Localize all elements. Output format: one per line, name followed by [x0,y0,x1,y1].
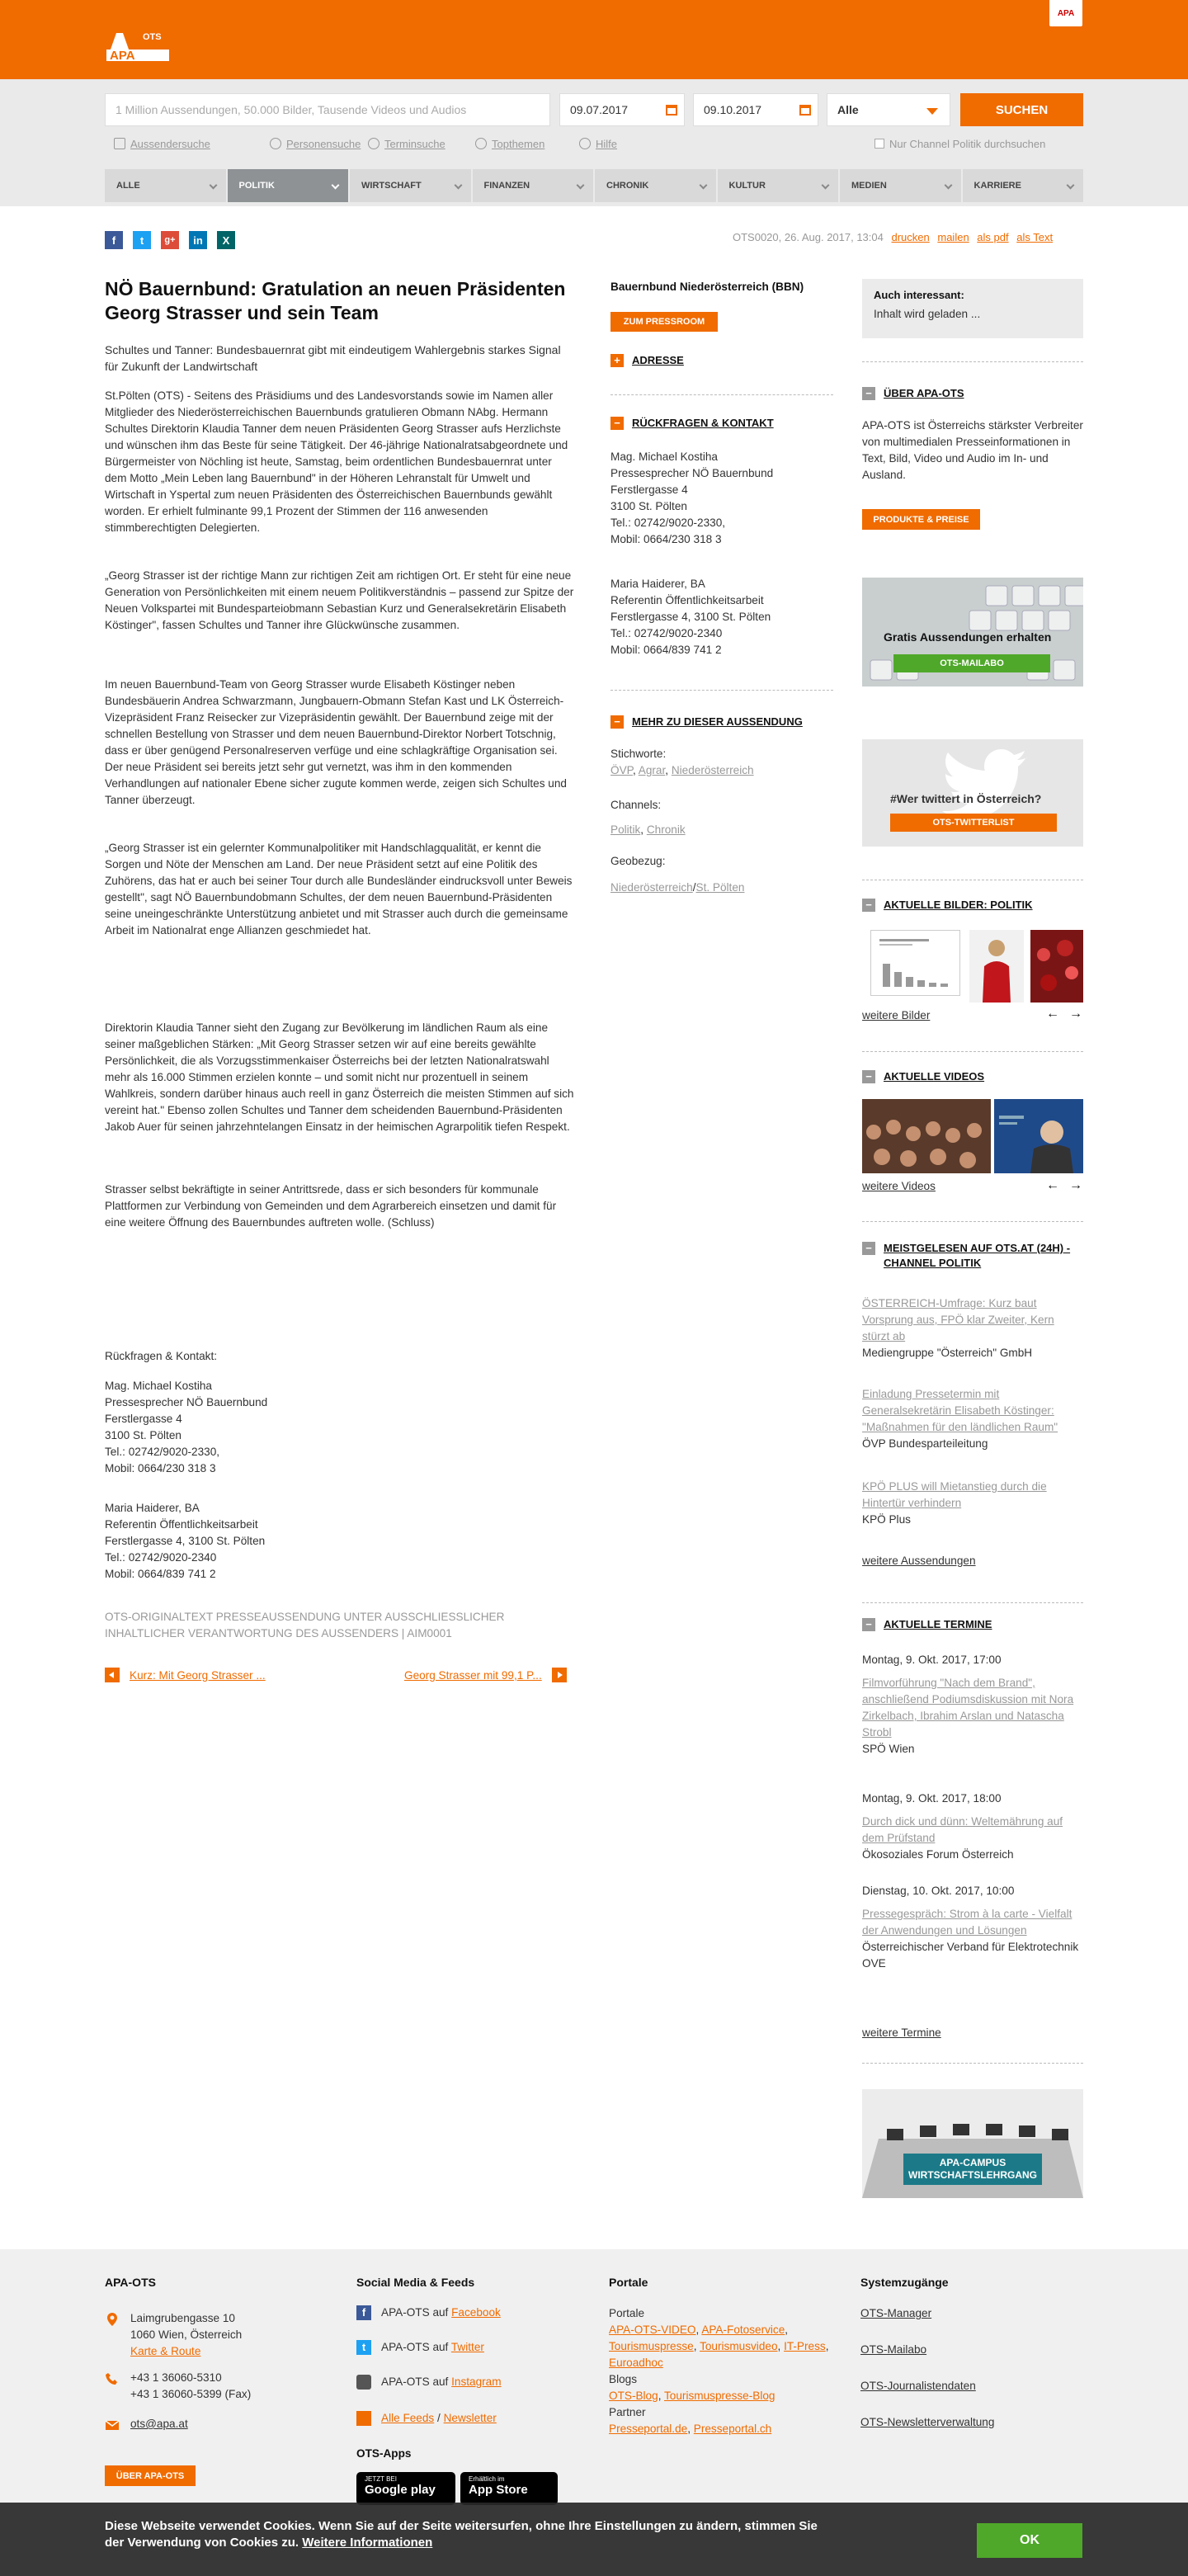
twitterlist-button[interactable]: OTS-TWITTERLIST [890,814,1057,832]
footer-social-twitter: APA-OTS auf Twitter [381,2341,484,2353]
minus-icon: − [610,715,624,729]
campus-promo[interactable] [862,2089,1083,2198]
chevron-down-icon [577,182,585,190]
footer-social-facebook: APA-OTS auf Facebook [381,2306,501,2319]
nav-kultur[interactable]: KULTUR [718,169,841,202]
event-search-link[interactable]: Terminsuche [368,138,446,150]
instagram-link[interactable]: Instagram [451,2375,502,2388]
image-thumb-person[interactable] [969,930,1024,1003]
footer-system-title: Systemzugänge [860,2276,949,2289]
geo-link[interactable]: Niederösterreich [610,881,693,894]
channel-filter-label: Nur Channel Politik durchsuchen [889,138,1046,150]
most-read-source: Mediengruppe "Österreich" GmbH [862,1347,1033,1359]
most-read-toggle[interactable]: − MEISTGELESEN AUF OTS.AT (24H) - CHANNEL POLITIK [862,1241,1083,1271]
contact-heading: Rückfragen & Kontakt: [105,1350,218,1362]
chevron-down-icon [699,182,707,190]
nav-politik[interactable]: POLITIK [228,169,351,202]
article-paragraph: „Georg Strasser ist ein gelernter Kommunalpolitiker mit Handschlagqualität, er kennt die Sorgen und Nöte der Menschen am Land. Der neue Präsident setzt auf eine Politik des Zuhörens, das hat er auch bei seiner Tour durch alle Bundesländer eindrucksvoll unter Beweis gestellt", sagt NÖ Bauernbundobmann Schultes, der dem neuen Bauernbund-Präsidenten seine uneingeschränkte Unterstützung anbietet und mit Strasser auch durch die gemeinsame Arbeit im Nationalrat enge Allianzen geschmiedet hat. [105,842,573,937]
app-store-badge[interactable]: Erhältlich im App Store [460,2472,558,2505]
event-item [862,1883,1083,1972]
event-source: Österreichischer Verband für Elektrotechnik OVE [862,1941,1079,1970]
facebook-link[interactable]: Facebook [451,2306,501,2319]
portal-link[interactable]: Euroadhoc [609,2357,663,2369]
event-date: Dienstag, 10. Okt. 2017, 10:00 [862,1885,1015,1897]
mailabo-text: Gratis Aussendungen erhalten [884,630,1052,644]
article-title: NÖ Bauernbund: Gratulation an neuen Präsidenten Georg Strasser und sein Team [105,278,566,323]
apa-ots-logo[interactable] [105,28,171,63]
event-link[interactable]: Pressegespräch: Strom à la carte - Vielfalt der Anwendungen und Lösungen [862,1908,1072,1937]
twitter-icon: t [356,2340,371,2355]
top-topics-link[interactable]: Topthemen [475,138,544,150]
minus-icon: − [862,1618,875,1631]
chevron-down-icon [454,182,462,190]
twitter-bird-icon [940,748,1031,822]
arrow-left-icon[interactable]: ← [1046,1178,1059,1192]
calendar-icon[interactable] [666,105,677,116]
twitter-link[interactable]: Twitter [450,2341,484,2353]
geo: Niederösterreich/St. Pölten [610,881,745,894]
category-select-value: Alle [837,103,859,116]
channel-link[interactable]: Politik [610,823,641,836]
products-button[interactable]: PRODUKTE & PREISE [862,509,980,530]
footer-feeds: Alle Feeds / Newsletter [381,2412,497,2424]
event-link[interactable]: Filmvorführung "Nach dem Brand", anschließend Podiumsdiskussion mit Nora Zirkelbach, Ibrahim Arslan und Natascha Strobl [862,1677,1074,1739]
keywords-label: Stichworte: [610,748,667,760]
mail-link[interactable]: mailen [937,231,969,243]
more-events-link[interactable]: weitere Termine [862,2026,941,2039]
footer-phones: +43 1 36060-5310 +43 1 36060-5399 (Fax) [130,2371,252,2400]
most-read-item [862,1295,1083,1361]
contact-block-2: Maria Haiderer, BA Referentin Öffentlichkeitsarbeit Ferstlergasse 4, 3100 St. Pölten Tel.: 02742/9020-2340 Mobil: 0664/839 741 2 [105,1502,266,1580]
contact-toggle[interactable]: − RÜCKFRAGEN & KONTAKT [610,416,774,431]
chevron-right-icon [552,1668,567,1682]
cookie-banner [0,2503,1188,2576]
partner-link[interactable]: Presseportal.de [609,2423,688,2435]
xing-icon[interactable]: X [217,231,235,249]
arrow-left-icon[interactable]: ← [1046,1007,1059,1021]
image-thumb-event[interactable] [1030,930,1083,1003]
arrow-right-icon[interactable]: → [1069,1007,1082,1021]
ots-originaltext-note: OTS-ORIGINALTEXT PRESSEAUSSENDUNG UNTER AUSSCHLIESSLICHER INHALTLICHER VERANTWORTUNG DES AUSSENDERS | AIM0001 [105,1611,505,1639]
about-toggle[interactable]: − ÜBER APA-OTS [862,386,964,401]
event-item [862,1652,1083,1757]
channels-label: Channels: [610,799,662,811]
crowd-photo [862,1099,991,1173]
footer-apps-title: OTS-Apps [356,2447,412,2460]
divider [862,1602,1083,1603]
more-images-link[interactable]: weitere Bilder [862,1009,931,1021]
nav-karriere[interactable]: KARRIERE [963,169,1084,202]
sender-contact-2: Maria Haiderer, BA Referentin Öffentlichkeitsarbeit Ferstlergasse 4, 3100 St. Pölten Tel.: 02742/9020-2340 Mobil: 0664/839 741 2 [610,578,771,656]
clock-icon [368,138,380,149]
checkbox[interactable] [874,139,884,149]
keyword-link[interactable]: Niederösterreich [671,764,754,776]
ots-journalists-link[interactable]: OTS-Journalistendaten [860,2380,976,2392]
mailabo-button[interactable]: OTS-MAILABO [893,654,1050,672]
nav-chronik[interactable]: CHRONIK [595,169,718,202]
chevron-down-icon [944,182,952,190]
keywords: ÖVP, Agrar, Niederösterreich [610,764,754,776]
minus-icon: − [610,417,624,430]
search-button[interactable]: SUCHEN [960,93,1083,126]
ots-newsletter-link[interactable]: OTS-Newsletterverwaltung [860,2416,995,2428]
divider [862,361,1083,362]
article-paragraph: Direktorin Klaudia Tanner sieht den Zugang zur Bevölkerung im ländlichen Raum als eine seiner maßgeblichen Stärken: „Mit Georg Strasser setzen wir auf eine bereits gewählte Persönlichkeit, die als Vorzugsstimmenkaiser Österreichs bei der letzten Nationalratswahl mehr als 16.000 Stimmen erzielen konnte – und somit nicht nur prozentuell in seinem Wahlkreis, sondern darüber hinaus auch reell in ganz Österreich die meisten Stimmen auf sich vereint hat." Ebenso zollen Schultes und Tanner dem scheidenden Bauernbund-Präsidenten Jakob Auer für seinen jahrzehntelangen Einsatz in der heimischen Agrarpolitik tiefen Respekt. [105,1021,574,1133]
phone-icon [105,2371,120,2386]
channel-filter-checkbox[interactable] [874,138,1045,150]
google-play-badge[interactable]: JETZT BEI Google play [356,2472,455,2505]
keyword-link[interactable]: Agrar [638,764,666,776]
release-id-date: OTS0020, 26. Aug. 2017, 13:04 [733,231,884,243]
pressroom-button[interactable]: ZUM PRESSROOM [610,312,718,332]
images-toggle[interactable]: − AKTUELLE BILDER: POLITIK [862,898,1033,913]
article-lead: Schultes und Tanner: Bundesbauernrat gibt mit eindeutigem Wahlergebnis starkes Signal für Zukunft der Landwirtschaft [105,343,561,373]
release-meta [733,231,1053,243]
arrow-right-icon[interactable]: → [1069,1178,1082,1192]
portal-link[interactable]: APA-OTS-VIDEO [609,2324,696,2336]
prev-release-link[interactable]: Kurz: Mit Georg Strasser ... [105,1668,266,1682]
event-item [862,1790,1083,1863]
sender-search-link[interactable]: Aussendersuche [114,138,210,150]
blog-link[interactable]: Tourismuspresse-Blog [664,2390,776,2402]
facebook-icon: f [356,2305,371,2320]
logo-text: APA [110,49,135,63]
event-date: Montag, 9. Okt. 2017, 18:00 [862,1792,1002,1805]
search-placeholder: 1 Million Aussendungen, 50.000 Bilder, Tausende Videos und Audios [116,103,467,116]
portal-link[interactable]: Tourismusvideo [700,2340,778,2352]
most-read-source: ÖVP Bundesparteileitung [862,1437,988,1450]
twitter-text: #Wer twittert in Österreich? [890,792,1042,805]
location-pin-icon [105,2312,120,2327]
geo-link[interactable]: St. Pölten [695,881,745,894]
person-icon [270,138,281,149]
chevron-down-icon [822,182,830,190]
more-videos-link[interactable]: weitere Videos [862,1180,936,1192]
also-interesting-title: Auch interessant: [874,289,964,301]
channels: Politik, Chronik [610,823,686,836]
most-read-item [862,1386,1083,1452]
email-link[interactable]: ots@apa.at [130,2418,188,2430]
date-from-value: 09.07.2017 [570,103,629,116]
chevron-down-icon [1067,182,1075,190]
portal-link[interactable]: APA-Fotoservice [701,2324,785,2336]
next-release-link[interactable]: Georg Strasser mit 99,1 P... [404,1668,567,1682]
minus-icon: − [862,387,875,400]
pdf-link[interactable]: als pdf [977,231,1009,243]
sender-icon [114,138,125,149]
nav-alle[interactable]: ALLE [105,169,228,202]
instagram-icon [356,2375,371,2390]
event-source: Ökosoziales Forum Österreich [862,1848,1014,1861]
mailabo-promo[interactable] [862,578,1083,686]
cookie-more-link[interactable]: Weitere Informationen [302,2536,433,2550]
divider [862,1221,1083,1222]
minus-icon: − [862,899,875,912]
top-bar [0,0,1188,79]
divider [862,1051,1083,1052]
more-toggle[interactable]: − MEHR ZU DIESER AUSSENDUNG [610,715,803,729]
most-read-link[interactable]: KPÖ PLUS will Mietanstieg durch die Hintertür verhindern [862,1480,1047,1509]
most-read-link[interactable]: ÖSTERREICH-Umfrage: Kurz baut Vorsprung aus, FPÖ klar Zweiter, Kern stürzt ab [862,1297,1054,1342]
contact-block-1: Mag. Michael Kostiha Pressesprecher NÖ Bauernbund Ferstlergasse 4 3100 St. Pölten Tel.: 02742/9020-2330, Mobil: 0664/230 318 3 [105,1380,268,1474]
also-interesting-box [862,279,1083,338]
loading-text: Inhalt wird geladen ... [874,308,981,320]
linkedin-icon[interactable]: in [189,231,207,249]
divider [610,690,833,691]
channel-link[interactable]: Chronik [646,823,686,836]
speaker-photo [994,1099,1083,1173]
divider [862,2063,1083,2064]
video-thumb-1[interactable] [862,1099,991,1173]
cookie-text: Diese Webseite verwendet Cookies. Wenn Sie auf der Seite weitersurfen, ohne Ihre Einstellungen zu ändern, stimmen Sie der Verwendung von Cookies zu. Weitere Informationen [105,2519,818,2550]
nav-wirtschaft[interactable]: WIRTSCHAFT [350,169,473,202]
person-search-link[interactable]: Personensuche [270,138,361,150]
divider [610,394,833,395]
about-text: APA-OTS ist Österreichs stärkster Verbreiter von multimedialen Presseinformationen in Text, Bild, Video und Audio im In- und Ausland. [862,419,1083,481]
article-paragraph: „Georg Strasser ist der richtige Mann zur richtigen Zeit am richtigen Ort. Er steht für eine neue Generation von Persönlichkeiten mit einem neuem Politikverständnis – passend zur Spitze der Neuen Volkspartei mit Bundesparteiobmann Sebastian Kurz und Generalsekretärin Elisabeth Köstinger", fassen Schultes und Tanner ihre Glückwünsche zusammen. [105,569,574,631]
ots-manager-link[interactable]: OTS-Manager [860,2307,932,2319]
portal-link[interactable]: IT-Press [784,2340,826,2352]
info-icon [579,138,591,149]
plus-icon: + [610,354,624,367]
campus-button[interactable]: APA-CAMPUS WIRTSCHAFTSLEHRGANG [903,2154,1042,2185]
rss-icon [356,2411,371,2426]
main-nav [105,169,1083,202]
help-link[interactable]: Hilfe [579,138,617,150]
partner-link[interactable]: Presseportal.ch [693,2423,772,2435]
videos-toggle[interactable]: − AKTUELLE VIDEOS [862,1069,984,1084]
search-input[interactable] [105,93,550,126]
twitterlist-promo[interactable] [862,739,1083,847]
newsletter-link[interactable]: Newsletter [443,2412,497,2424]
event-link[interactable]: Durch dick und dünn: Weltemährung auf dem Prüfstand [862,1815,1063,1844]
all-feeds-link[interactable]: Alle Feeds [381,2412,435,2424]
text-link[interactable]: als Text [1016,231,1054,243]
date-to-field[interactable] [693,93,818,126]
address-toggle[interactable]: + ADRESSE [610,353,684,368]
chevron-left-icon [105,1668,120,1682]
portal-link[interactable]: Tourismuspresse [609,2340,694,2352]
footer-portals-title: Portale [609,2276,648,2289]
blog-link[interactable]: OTS-Blog [609,2390,658,2402]
image-thumb-chart[interactable] [870,930,960,996]
more-releases-link[interactable]: weitere Aussendungen [862,1555,976,1567]
chevron-down-icon [332,182,340,190]
sender-contact-1: Mag. Michael Kostiha Pressesprecher NÖ Bauernbund Ferstlergasse 4 3100 St. Pölten Tel.: 02742/9020-2330, Mobil: 0664/230 318 3 [610,451,774,545]
chevron-down-icon [209,182,217,190]
print-link[interactable]: drucken [891,231,930,243]
geo-label: Geobezug: [610,855,666,867]
article-paragraph: Im neuen Bauernbund-Team von Georg Strasser wurde Elisabeth Köstinger neben Bundesbäuerin Andrea Schwarzmann, Jungbauern-Obmann Stefan Kast und LK Österreich-Vizepräsident Franz Reisecker zur Vizepräsidentin gewählt. Der Bauernbund zeige mit der schnellen Bestellung von Strasser und dem neuen Bauernbund-Direktor Norbert Totschnig, dass er über genügend Personalreserven verfüge und eine schlagkräftige Organisation sei. Der neue Präsident sei bereits jetzt sehr gut vernetzt, was ihm in den kommenden Verhandlungen auf nationaler Ebene sicher zugute kommen werde, zeigen sich Schultes und Tanner überzeugt. [105,678,567,806]
map-route-link[interactable]: Karte & Route [130,2345,201,2357]
person-photo [969,930,1024,1003]
footer-apa-title: APA-OTS [105,2276,156,2289]
footer-social-instagram: APA-OTS auf Instagram [381,2375,502,2388]
footer-about-button[interactable]: ÜBER APA-OTS [105,2465,196,2486]
logo-sub: OTS [143,32,162,42]
footer-social-title: Social Media & Feeds [356,2276,475,2289]
footer-address: Laimgrubengasse 10 1060 Wien, Österreich Karte & Route [130,2312,243,2357]
event-photo [1030,930,1083,1003]
sender-name: Bauernbund Niederösterreich (BBN) [610,281,804,293]
apa-badge[interactable]: APA [1049,0,1082,26]
compass-icon [475,138,487,149]
chevron-down-icon [926,108,938,115]
date-to-value: 09.10.2017 [704,103,762,116]
video-thumb-2[interactable] [994,1099,1083,1173]
cookie-ok-button[interactable]: OK [977,2523,1082,2558]
keyword-link[interactable]: ÖVP [610,764,633,776]
facebook-icon[interactable]: f [105,231,123,249]
most-read-source: KPÖ Plus [862,1513,911,1526]
event-date: Montag, 9. Okt. 2017, 17:00 [862,1654,1002,1666]
category-select[interactable] [827,93,950,126]
footer-portals: Portale APA-OTS-VIDEO, APA-Fotoservice, Tourismuspresse, Tourismusvideo, IT-Press, Euroadhoc Blogs OTS-Blog, Tourismuspresse-Blog Partner Presseportal.de, Presseportal.ch [609,2307,829,2435]
minus-icon: − [862,1070,875,1083]
nav-finanzen[interactable]: FINANZEN [473,169,596,202]
email-icon [105,2418,120,2432]
ots-mailabo-link[interactable]: OTS-Mailabo [860,2343,927,2356]
event-source: SPÖ Wien [862,1743,915,1755]
events-toggle[interactable]: − AKTUELLE TERMINE [862,1617,992,1632]
nav-medien[interactable]: MEDIEN [840,169,963,202]
minus-icon: − [862,1242,875,1255]
most-read-item [862,1479,1083,1528]
calendar-icon[interactable] [799,105,811,116]
bar-chart-thumbnail [871,931,960,996]
most-read-link[interactable]: Einladung Pressetermin mit Generalsekretärin Elisabeth Köstinger: "Maßnahmen für den ländlichen Raum" [862,1388,1058,1433]
date-from-field[interactable] [559,93,685,126]
googleplus-icon[interactable]: g+ [161,231,179,249]
twitter-icon[interactable]: t [133,231,151,249]
article-paragraph: St.Pölten (OTS) - Seitens des Präsidiums und des Landesvorstands sowie im Namen aller Mitglieder des Niederösterreichischen Bauernbunds gratulieren Obmann NAbg. Hermann Schultes Direktorin Klaudia Tanner dem neuen Präsidenten Georg Strasser aufs Herzlichste und wünschen ihm das Beste für seine Tätigkeit. Der 46-jährige Nationalratsabgeordnete und Bürgermeister von Nöchling ist heute, Samstag, beim ordentlichen Bundesbauernrat unter dem Motto „Mein Leben lang Bauernbund" in der Höheren Lehranstalt für Umwelt und Wirtschaft in Yspertal zum neuen Präsidenten des Österreichischen Bauernbunds gewählt worden. Er erhielt fulminante 99,1 Prozent der Stimmen der 116 anwesenden stimmberechtigten Delegierten. [105,389,568,534]
article-paragraph: Strasser selbst bekräftigte in seiner Antrittsrede, dass er sich besonders für kommunale Plattformen zur Verbindung von Gemeinden und dem Agrarbereich einsetzen und damit für eine weitere Öffnung des Bauernbundes auftreten wolle. (Schluss) [105,1183,557,1229]
